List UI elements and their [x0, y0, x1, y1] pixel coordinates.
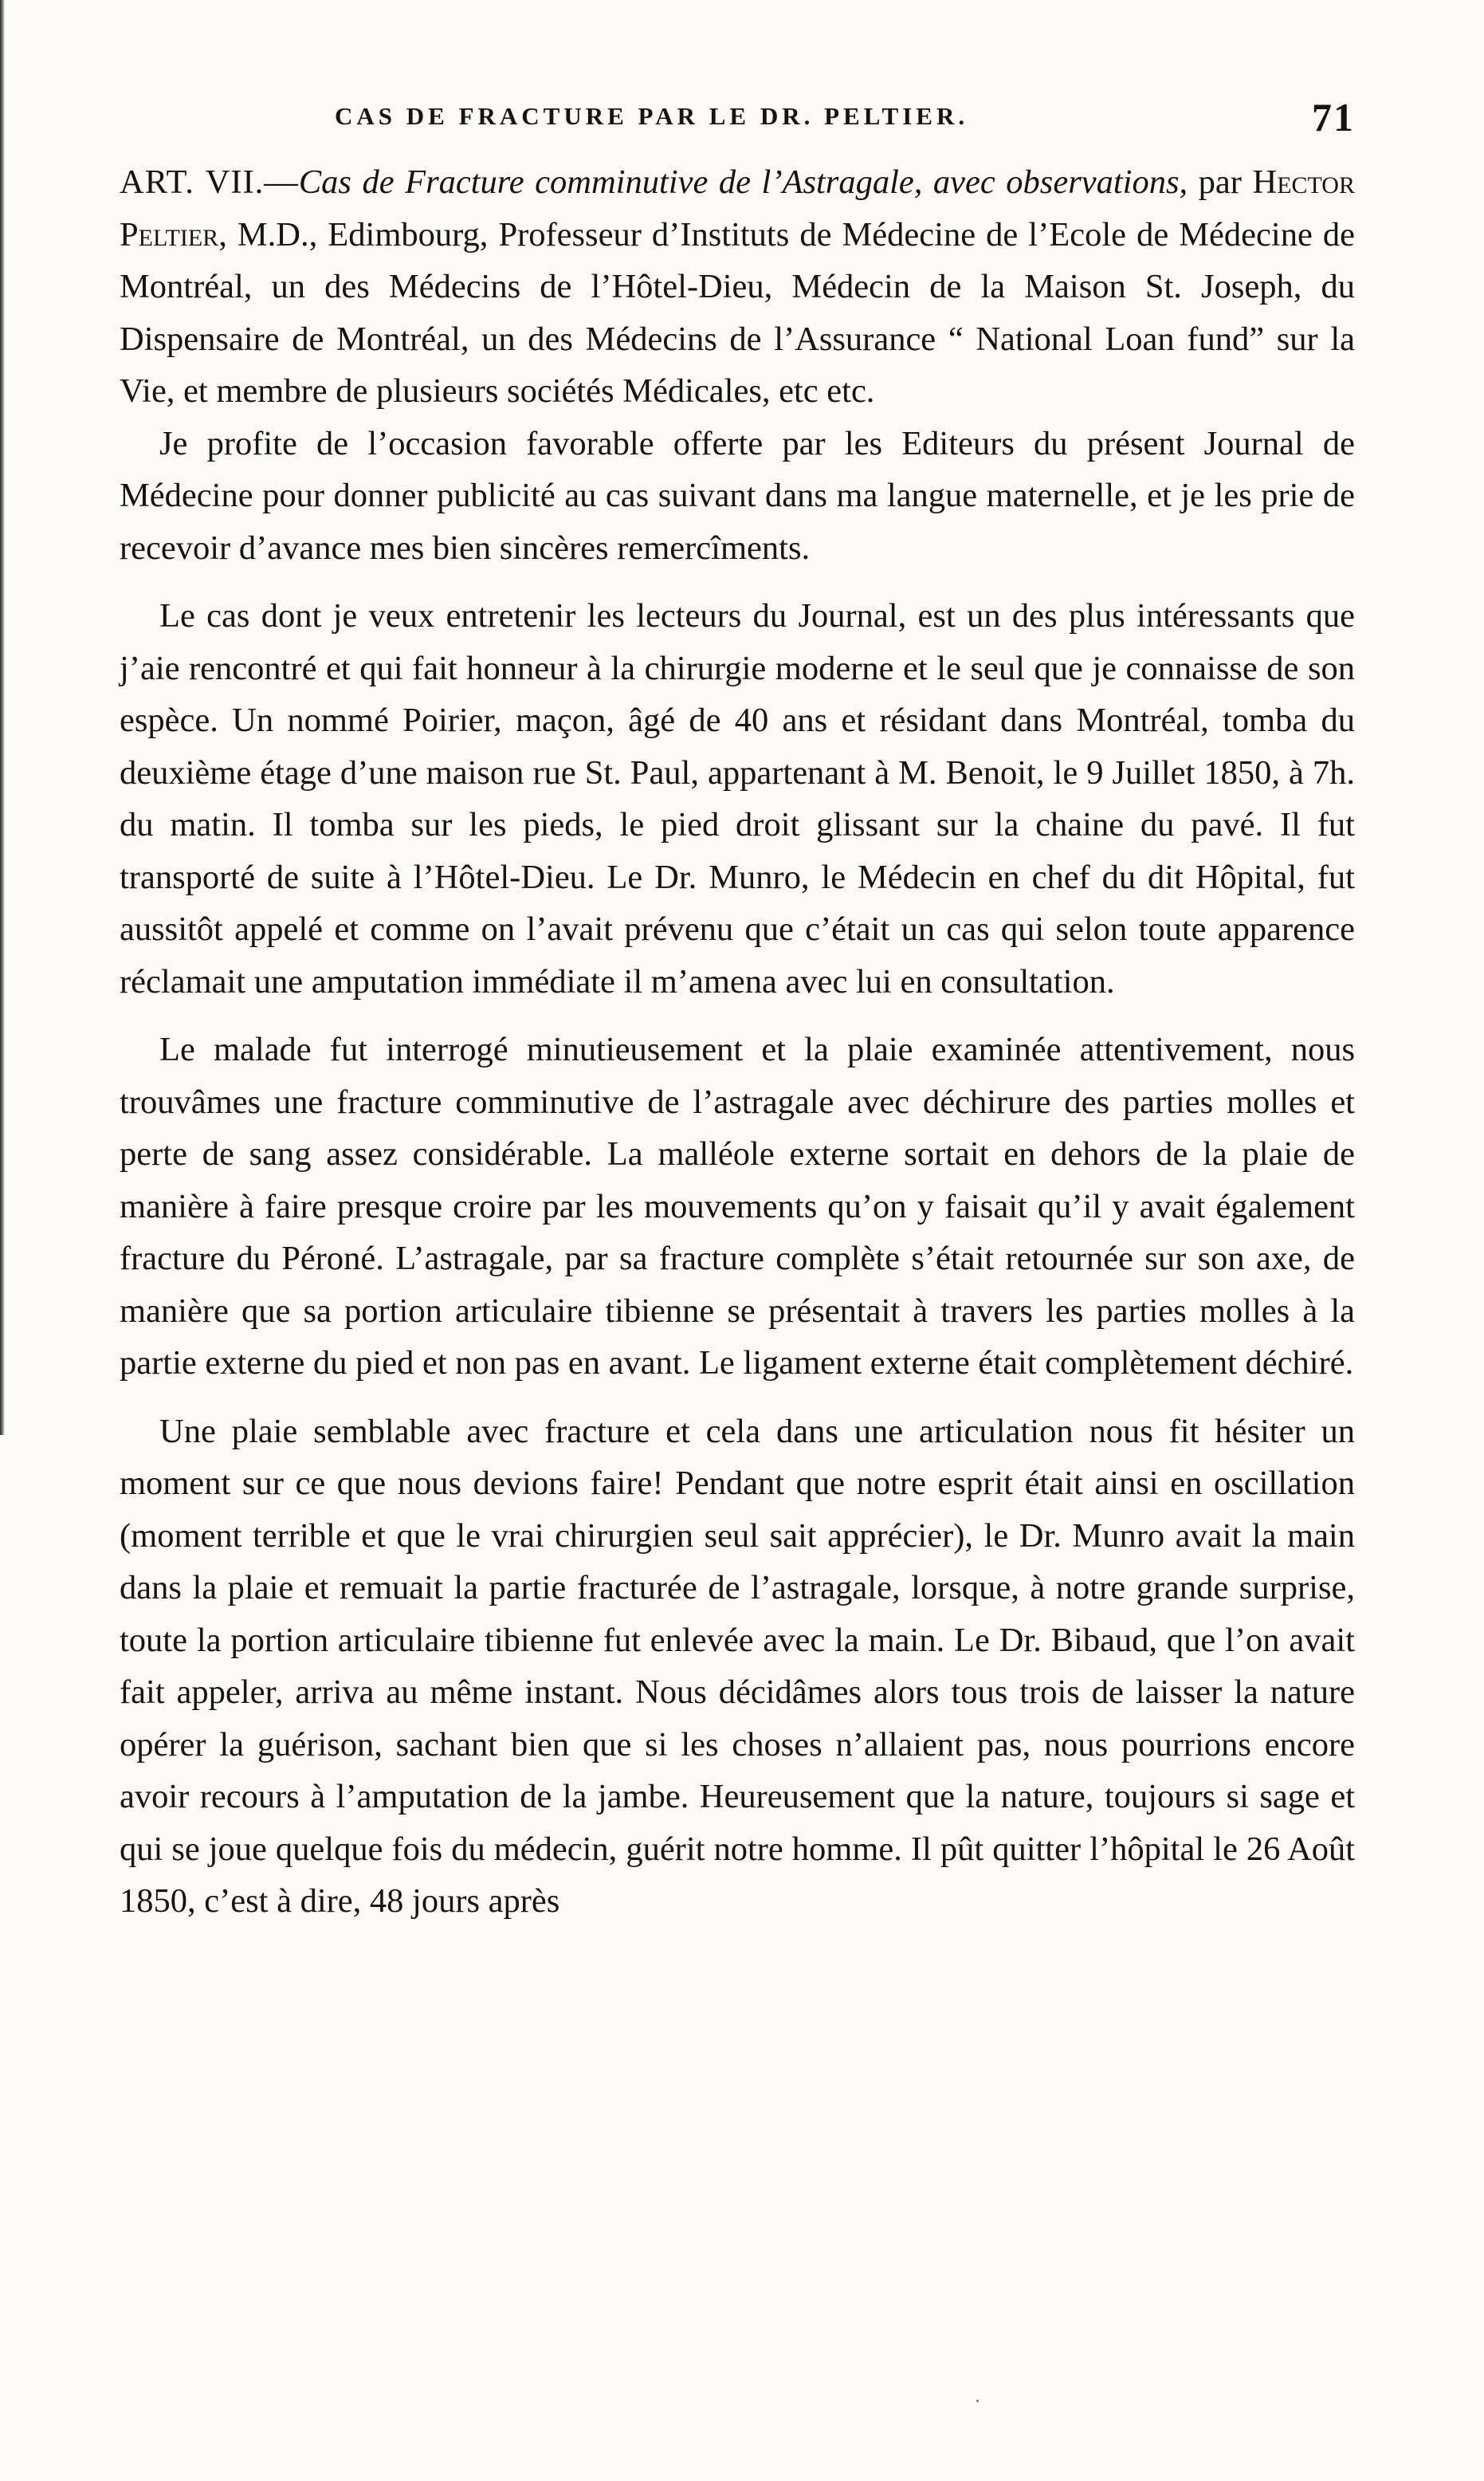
running-head: [120, 94, 1355, 150]
paragraph-1: Je profite de l’occasion favorable offerte par les Editeurs du présent Journal de Médecine pour donner publicité au cas suivant dans ma langue maternelle, et je les prie de recevoir d’avance mes bien sincères remercîments.: [120, 424, 1355, 567]
author-credentials: , M.D., Edimbourg, Professeur d’Instituts de Médecine de l’Ecole de Médecine de Montréal, un des Médecins de l’Hôtel-Dieu, Médecin de la Maison St. Joseph, du Dispensaire de Montréal, un des Médecins de l’Assurance “ National Loan fund” sur la Vie, et membre de plusieurs sociétés Médicales, etc etc.: [120, 215, 1355, 410]
article-byline-prefix: par: [1188, 163, 1253, 201]
paragraph-2: Le cas dont je veux entretenir les lecteurs du Journal, est un des plus intéressants que j’aie rencontré et qui fait honneur à la chirurgie moderne et le seul que je connaisse de son espèce. Un nommé Poirier, maçon, âgé de 40 ans et résidant dans Montréal, tomba du deuxième étage d’une maison rue St. Paul, appartenant à M. Benoit, le 9 Juillet 1850, à 7h. du matin. Il tomba sur les pieds, le pied droit glissant sur la chaine du pavé. Il fut transporté de suite à l’Hôtel-Dieu. Le Dr. Munro, le Médecin en chef du dit Hôpital, fut aussitôt appelé et comme on l’avait prévenu que c’était un cas qui selon toute apparence réclamait une amputation immédiate il m’amena avec lui en consultation.: [120, 597, 1355, 1001]
author-name: Hector Peltier: [120, 163, 1355, 254]
paragraph-3: Le malade fut interrogé minutieusement et la plaie examinée attentivement, nous trouvâmes une fracture comminutive de l’astragale avec déchirure des parties molles et perte de sang assez considérable. La malléole externe sortait en dehors de la plaie de manière à faire presque croire par les mouvements qu’on y faisait qu’il y avait également fracture du Péroné. L’astragale, par sa fracture complète s’était retournée sur son axe, de manière que sa portion articulaire tibienne se présentait à travers les parties molles à la partie externe du pied et non pas en avant. Le ligament externe était complètement déchiré.: [120, 1031, 1355, 1382]
paragraph-4: Une plaie semblable avec fracture et cela dans une articulation nous fit hésiter un moment sur ce que nous devions faire! Pendant que notre esprit était ainsi en oscillation (moment terrible et que le vrai chirurgien seul sait apprécier), le Dr. Munro avait la main dans la plaie et remuait la partie fracturée de l’astragale, lorsque, à notre grande surprise, toute la portion articulaire tibienne fut enlevée avec la main. Le Dr. Bibaud, que l’on avait fait appeler, arriva au même instant. Nous décidâmes alors tous trois de laisser la nature opérer la guérison, sachant bien que si les choses n’allaient pas, nous pourrions encore avoir recours à l’amputation de la jambe. Heureusement que la nature, toujours si sage et qui se joue quelque fois du médecin, guérit notre homme. Il pût quitter l’hôpital le 26 Août 1850, c’est à dire, 48 jours après: [120, 1412, 1355, 1920]
running-title: CAS DE FRACTURE PAR LE DR. PELTIER.: [335, 102, 969, 130]
article-heading: [120, 156, 1355, 418]
body-text: [120, 156, 1355, 1928]
print-speck: [976, 2400, 979, 2402]
page-number: 71: [1312, 95, 1355, 140]
article-number: ART. VII.—: [120, 163, 299, 201]
article-title: Cas de Fracture comminutive de l’Astragale, avec observations,: [298, 163, 1188, 201]
page-binding-edge: [0, 0, 5, 1435]
